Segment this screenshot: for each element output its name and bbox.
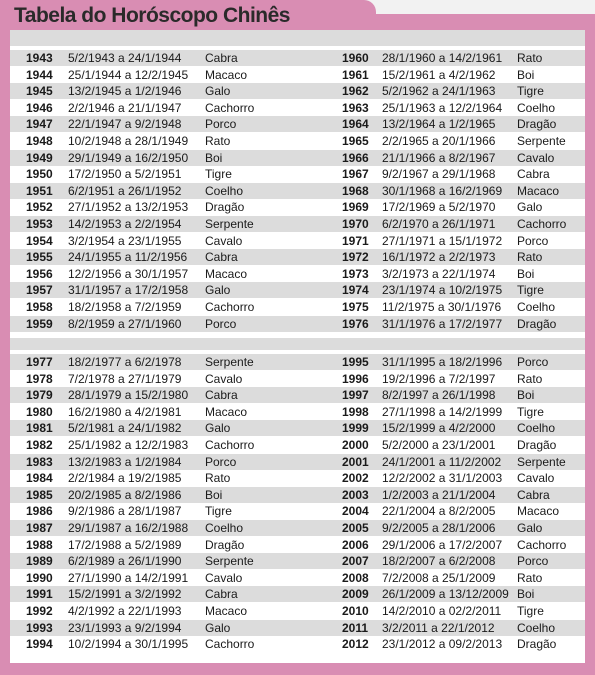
animal-cell: Boi: [517, 587, 535, 602]
date-range-cell: 3/2/1954 a 23/1/1955: [68, 233, 182, 248]
animal-cell: Dragão: [205, 200, 245, 215]
animal-cell: Cavalo: [517, 471, 555, 486]
year-cell: 1986: [26, 504, 53, 519]
table-row: [10, 437, 585, 453]
year-cell: 1948: [26, 134, 53, 148]
table-row: [10, 420, 585, 436]
animal-cell: Cachorro: [517, 537, 567, 552]
date-range-cell: 1/2/2003 a 21/1/2004: [382, 487, 496, 502]
year-cell: 1950: [26, 167, 53, 182]
date-range-cell: 15/2/1991 a 3/2/1992: [68, 587, 182, 602]
date-range-cell: 7/2/2008 a 25/1/2009: [382, 570, 496, 585]
animal-cell: Cabra: [517, 167, 550, 182]
date-range-cell: 5/2/2000 a 23/1/2001: [382, 438, 496, 452]
animal-cell: Cabra: [517, 487, 550, 502]
animal-cell: Coelho: [517, 300, 556, 314]
year-cell: 1972: [342, 250, 369, 265]
animal-cell: Rato: [517, 570, 543, 585]
year-cell: 2002: [342, 471, 369, 486]
right-border: [585, 20, 595, 675]
animal-cell: Serpente: [205, 217, 254, 231]
animal-cell: Tigre: [517, 404, 544, 419]
year-cell: 1943: [26, 51, 53, 65]
year-cell: 1992: [26, 604, 53, 618]
year-cell: 1978: [26, 371, 53, 386]
animal-cell: Cavalo: [205, 570, 243, 585]
animal-cell: Dragão: [517, 316, 557, 331]
year-cell: 1960: [342, 51, 369, 65]
table-row: [10, 636, 585, 652]
date-range-cell: 2/2/1984 a 19/2/1985: [68, 471, 182, 486]
animal-cell: Serpente: [517, 134, 566, 148]
date-range-cell: 23/1/1974 a 10/2/1975: [382, 283, 503, 298]
year-cell: 1965: [342, 134, 369, 148]
year-cell: 2008: [342, 570, 369, 585]
animal-cell: Porco: [517, 554, 549, 569]
animal-cell: Porco: [205, 117, 237, 132]
year-cell: 1967: [342, 167, 369, 182]
date-range-cell: 18/2/2007 a 6/2/2008: [382, 554, 496, 569]
table-row: [10, 282, 585, 298]
table-row: [10, 116, 585, 132]
year-cell: 1954: [26, 233, 53, 248]
year-cell: 1989: [26, 554, 53, 569]
year-cell: 1962: [342, 84, 369, 99]
table-row: [10, 503, 585, 519]
animal-cell: Boi: [517, 67, 535, 82]
date-range-cell: 4/2/1992 a 22/1/1993: [68, 604, 182, 618]
date-range-cell: 5/2/1962 a 24/1/1963: [382, 84, 496, 99]
year-cell: 1999: [342, 421, 369, 436]
animal-cell: Coelho: [517, 100, 556, 115]
year-cell: 1945: [26, 84, 53, 99]
year-cell: 1973: [342, 266, 369, 281]
date-range-cell: 22/1/1947 a 9/2/1948: [68, 117, 182, 132]
date-range-cell: 15/2/1961 a 4/2/1962: [382, 67, 496, 82]
animal-cell: Tigre: [205, 167, 232, 182]
year-cell: 1988: [26, 537, 53, 552]
year-cell: 1947: [26, 117, 53, 132]
year-cell: 2010: [342, 604, 369, 618]
date-range-cell: 18/2/1958 a 7/2/1959: [68, 300, 182, 314]
date-range-cell: 16/2/1980 a 4/2/1981: [68, 404, 182, 419]
animal-cell: Porco: [517, 355, 549, 369]
date-range-cell: 12/2/1956 a 30/1/1957: [68, 266, 189, 281]
year-cell: 1998: [342, 404, 369, 419]
year-cell: 1977: [26, 355, 53, 369]
animal-cell: Boi: [205, 150, 223, 165]
date-range-cell: 21/1/1966 a 8/2/1967: [382, 150, 496, 165]
animal-cell: Cachorro: [205, 100, 255, 115]
date-range-cell: 27/1/1971 a 15/1/1972: [382, 233, 503, 248]
date-range-cell: 5/2/1943 a 24/1/1944: [68, 51, 182, 65]
date-range-cell: 16/1/1972 a 2/2/1973: [382, 250, 496, 265]
animal-cell: Tigre: [517, 84, 544, 99]
section-2-header-band: [10, 338, 585, 350]
animal-cell: Dragão: [205, 537, 245, 552]
animal-cell: Porco: [205, 454, 237, 469]
year-cell: 1970: [342, 217, 369, 231]
date-range-cell: 20/2/1985 a 8/2/1986: [68, 487, 182, 502]
animal-cell: Macaco: [205, 67, 248, 82]
date-range-cell: 25/1/1944 a 12/2/1945: [68, 67, 189, 82]
table-row: [10, 83, 585, 99]
year-cell: 1985: [26, 487, 53, 502]
date-range-cell: 24/1/1955 a 11/2/1956: [68, 250, 188, 265]
animal-cell: Dragão: [517, 117, 557, 132]
year-cell: 1961: [342, 67, 369, 82]
date-range-cell: 6/2/1970 a 26/1/1971: [382, 217, 496, 231]
date-range-cell: 17/2/1988 a 5/2/1989: [68, 537, 182, 552]
table-row: [10, 387, 585, 403]
table-row: [10, 620, 585, 636]
year-cell: 1968: [342, 183, 369, 198]
animal-cell: Galo: [205, 620, 231, 635]
date-range-cell: 27/1/1998 a 14/2/1999: [382, 404, 503, 419]
table-row: [10, 100, 585, 116]
table-row: [10, 183, 585, 199]
table-row: [10, 199, 585, 215]
date-range-cell: 25/1/1982 a 12/2/1983: [68, 438, 189, 452]
animal-cell: Macaco: [517, 183, 560, 198]
animal-cell: Cabra: [205, 587, 238, 602]
table-row: [10, 316, 585, 332]
date-range-cell: 31/1/1976 a 17/2/1977: [382, 316, 503, 331]
animal-cell: Dragão: [517, 637, 557, 652]
animal-cell: Rato: [517, 250, 543, 265]
date-range-cell: 31/1/1957 a 17/2/1958: [68, 283, 189, 298]
year-cell: 2009: [342, 587, 369, 602]
year-cell: 1976: [342, 316, 369, 331]
animal-cell: Coelho: [205, 521, 244, 535]
animal-cell: Porco: [205, 316, 237, 331]
year-cell: 2001: [342, 454, 369, 469]
year-cell: 1971: [342, 233, 369, 248]
animal-cell: Boi: [517, 388, 535, 403]
year-cell: 2006: [342, 537, 369, 552]
animal-cell: Macaco: [205, 266, 248, 281]
date-range-cell: 26/1/2009 a 13/12/2009: [382, 587, 509, 602]
page-title: Tabela do Horóscopo Chinês: [14, 4, 290, 27]
date-range-cell: 7/2/1978 a 27/1/1979: [68, 371, 182, 386]
section-1-header-band: [10, 30, 585, 46]
animal-cell: Rato: [205, 471, 231, 486]
year-cell: 2003: [342, 487, 369, 502]
animal-cell: Boi: [205, 487, 223, 502]
year-cell: 1987: [26, 521, 53, 535]
date-range-cell: 23/1/2012 a 09/2/2013: [382, 637, 503, 652]
table-row: [10, 354, 585, 370]
year-cell: 1958: [26, 300, 53, 314]
date-range-cell: 14/2/2010 a 02/2/2011: [382, 604, 502, 618]
animal-cell: Boi: [517, 266, 535, 281]
table-row: [10, 586, 585, 602]
date-range-cell: 23/1/1993 a 9/2/1994: [68, 620, 182, 635]
animal-cell: Galo: [517, 200, 543, 215]
year-cell: 1975: [342, 300, 369, 314]
date-range-cell: 9/2/2005 a 28/1/2006: [382, 521, 496, 535]
date-range-cell: 12/2/2002 a 31/1/2003: [382, 471, 503, 486]
table-row: [10, 249, 585, 265]
year-cell: 1984: [26, 471, 53, 486]
table-row: [10, 133, 585, 149]
animal-cell: Macaco: [517, 504, 560, 519]
animal-cell: Rato: [517, 371, 543, 386]
table-row: [10, 603, 585, 619]
animal-cell: Cavalo: [517, 150, 555, 165]
animal-cell: Cachorro: [205, 438, 255, 452]
year-cell: 1997: [342, 388, 369, 403]
year-cell: 1956: [26, 266, 53, 281]
year-cell: 1966: [342, 150, 369, 165]
year-cell: 2004: [342, 504, 369, 519]
animal-cell: Tigre: [205, 504, 232, 519]
date-range-cell: 13/2/1983 a 1/2/1984: [68, 454, 182, 469]
animal-cell: Serpente: [517, 454, 566, 469]
year-cell: 2007: [342, 554, 369, 569]
year-cell: 1996: [342, 371, 369, 386]
animal-cell: Rato: [205, 134, 231, 148]
table-row: [10, 570, 585, 586]
animal-cell: Cabra: [205, 51, 238, 65]
table-row: [10, 454, 585, 470]
animal-cell: Macaco: [205, 404, 248, 419]
year-cell: 1980: [26, 404, 53, 419]
date-range-cell: 17/2/1950 a 5/2/1951: [68, 167, 182, 182]
year-cell: 1949: [26, 150, 53, 165]
animal-cell: Cachorro: [517, 217, 567, 231]
year-cell: 1974: [342, 283, 369, 298]
date-range-cell: 28/1/1979 a 15/2/1980: [68, 388, 189, 403]
date-range-cell: 10/2/1948 a 28/1/1949: [68, 134, 189, 148]
date-range-cell: 6/2/1951 a 26/1/1952: [68, 183, 182, 198]
table-row: [10, 50, 585, 66]
title-tab: [0, 0, 376, 30]
year-cell: 1994: [26, 637, 53, 652]
table-row: [10, 150, 585, 166]
left-border: [0, 0, 10, 675]
date-range-cell: 29/1/1949 a 16/2/1950: [68, 150, 189, 165]
table-row: [10, 520, 585, 536]
year-cell: 2000: [342, 438, 369, 452]
year-cell: 1969: [342, 200, 369, 215]
animal-cell: Coelho: [517, 620, 556, 635]
year-cell: 1951: [26, 183, 53, 198]
animal-cell: Cavalo: [205, 233, 243, 248]
table-row: [10, 67, 585, 83]
year-cell: 1979: [26, 388, 53, 403]
date-range-cell: 29/1/1987 a 16/2/1988: [68, 521, 189, 535]
year-cell: 1981: [26, 421, 53, 436]
year-cell: 2011: [342, 620, 369, 635]
animal-cell: Coelho: [517, 421, 556, 436]
animal-cell: Galo: [205, 283, 231, 298]
year-cell: 2005: [342, 521, 369, 535]
date-range-cell: 2/2/1946 a 21/1/1947: [68, 100, 182, 115]
year-cell: 1991: [26, 587, 53, 602]
date-range-cell: 2/2/1965 a 20/1/1966: [382, 134, 496, 148]
animal-cell: Macaco: [205, 604, 248, 618]
year-cell: 1963: [342, 100, 369, 115]
date-range-cell: 13/2/1945 a 1/2/1946: [68, 84, 182, 99]
date-range-cell: 6/2/1989 a 26/1/1990: [68, 554, 182, 569]
bottom-border: [0, 663, 595, 675]
date-range-cell: 5/2/1981 a 24/1/1982: [68, 421, 182, 436]
animal-cell: Tigre: [517, 283, 544, 298]
date-range-cell: 30/1/1968 a 16/2/1969: [382, 183, 503, 198]
date-range-cell: 9/2/1986 a 28/1/1987: [68, 504, 182, 519]
year-cell: 1953: [26, 217, 53, 231]
date-range-cell: 13/2/1964 a 1/2/1965: [382, 117, 496, 132]
date-range-cell: 25/1/1963 a 12/2/1964: [382, 100, 503, 115]
animal-cell: Dragão: [517, 438, 557, 452]
table-row: [10, 487, 585, 503]
table-row: [10, 233, 585, 249]
date-range-cell: 9/2/1967 a 29/1/1968: [382, 167, 496, 182]
year-cell: 1946: [26, 100, 53, 115]
date-range-cell: 27/1/1952 a 13/2/1953: [68, 200, 189, 215]
animal-cell: Cachorro: [205, 300, 255, 314]
date-range-cell: 28/1/1960 a 14/2/1961: [382, 51, 503, 65]
animal-cell: Cabra: [205, 388, 238, 403]
table-row: [10, 299, 585, 315]
year-cell: 1952: [26, 200, 53, 215]
year-cell: 1964: [342, 117, 369, 132]
year-cell: 1983: [26, 454, 53, 469]
date-range-cell: 27/1/1990 a 14/2/1991: [68, 570, 189, 585]
year-cell: 1944: [26, 67, 53, 82]
year-cell: 2012: [342, 637, 369, 652]
animal-cell: Cabra: [205, 250, 238, 265]
animal-cell: Coelho: [205, 183, 244, 198]
date-range-cell: 22/1/2004 a 8/2/2005: [382, 504, 496, 519]
year-cell: 1982: [26, 438, 53, 452]
year-cell: 1995: [342, 355, 369, 369]
date-range-cell: 19/2/1996 a 7/2/1997: [382, 371, 496, 386]
date-range-cell: 11/2/1975 a 30/1/1976: [382, 300, 502, 314]
date-range-cell: 24/1/2001 a 11/2/2002: [382, 454, 502, 469]
animal-cell: Galo: [205, 84, 231, 99]
table-row: [10, 371, 585, 387]
date-range-cell: 14/2/1953 a 2/2/1954: [68, 217, 182, 231]
date-range-cell: 31/1/1995 a 18/2/1996: [382, 355, 503, 369]
animal-cell: Cavalo: [205, 371, 243, 386]
date-range-cell: 18/2/1977 a 6/2/1978: [68, 355, 182, 369]
title-tab-extension: [372, 14, 595, 30]
date-range-cell: 8/2/1997 a 26/1/1998: [382, 388, 496, 403]
animal-cell: Cachorro: [205, 637, 255, 652]
table-row: [10, 216, 585, 232]
table-row: [10, 266, 585, 282]
date-range-cell: 10/2/1994 a 30/1/1995: [68, 637, 189, 652]
table-row: [10, 404, 585, 420]
table-row: [10, 470, 585, 486]
date-range-cell: 3/2/2011 a 22/1/2012: [382, 620, 495, 635]
year-cell: 1993: [26, 620, 53, 635]
date-range-cell: 8/2/1959 a 27/1/1960: [68, 316, 182, 331]
animal-cell: Tigre: [517, 604, 544, 618]
table-row: [10, 553, 585, 569]
animal-cell: Rato: [517, 51, 543, 65]
animal-cell: Serpente: [205, 355, 254, 369]
table-row: [10, 537, 585, 553]
year-cell: 1955: [26, 250, 53, 265]
table-row: [10, 166, 585, 182]
date-range-cell: 3/2/1973 a 22/1/1974: [382, 266, 496, 281]
animal-cell: Porco: [517, 233, 549, 248]
date-range-cell: 15/2/1999 a 4/2/2000: [382, 421, 496, 436]
year-cell: 1959: [26, 316, 53, 331]
animal-cell: Galo: [205, 421, 231, 436]
date-range-cell: 17/2/1969 a 5/2/1970: [382, 200, 496, 215]
animal-cell: Serpente: [205, 554, 254, 569]
year-cell: 1957: [26, 283, 53, 298]
year-cell: 1990: [26, 570, 53, 585]
date-range-cell: 29/1/2006 a 17/2/2007: [382, 537, 503, 552]
animal-cell: Galo: [517, 521, 543, 535]
